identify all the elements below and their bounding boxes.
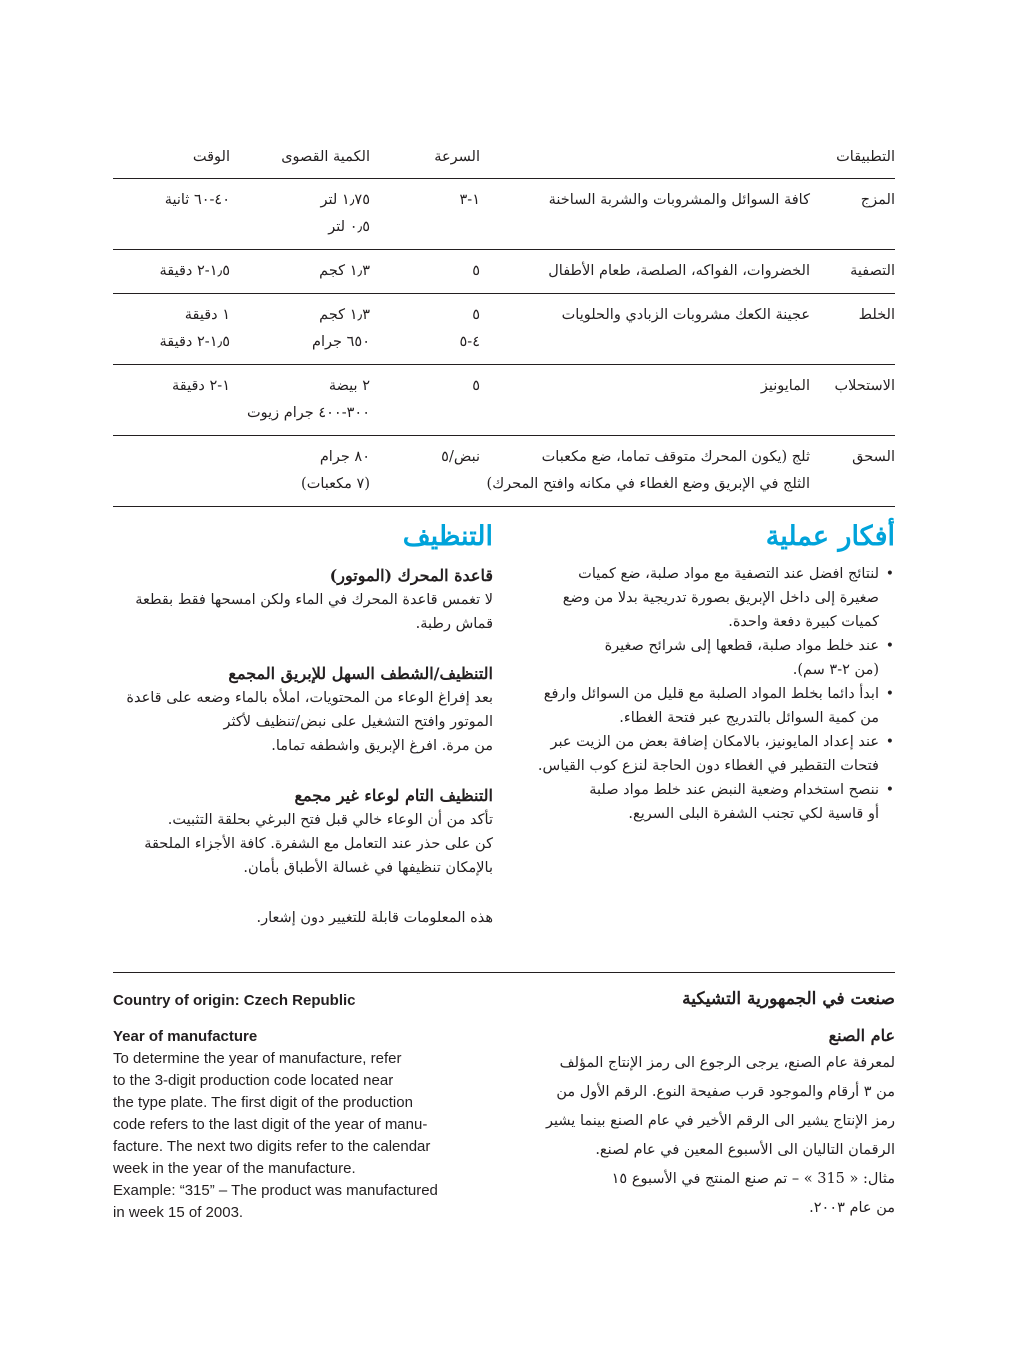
cleaning-text: كن على حذر عند التعامل مع الشفرة. كافة الأجزاء الملحقة [144, 836, 493, 852]
row-time [113, 179, 230, 250]
row-description-line: الخضروات، الفواكه، الصلصة، طعام الأطفال [548, 263, 810, 279]
row-description-line: ثلج (يكون المحرك متوقف تماما، ضع مكعبات [541, 449, 810, 465]
row-quantity-line: ١٫٣ كجم [319, 307, 370, 323]
country-of-origin-ar: صنعت في الجمهورية التشيكية [682, 989, 895, 1009]
header-description [480, 140, 810, 179]
row-description [480, 365, 810, 436]
header-speed: السرعة [370, 140, 480, 179]
header-max-quantity: الكمية القصوى [230, 140, 370, 179]
cleaning-text: لا تغمس قاعدة المحرك في الماء ولكن امسحها فقط بقطعة [135, 592, 493, 608]
row-speed [370, 179, 480, 250]
row-description [480, 250, 810, 294]
row-speed [370, 250, 480, 294]
row-quantity-line: ١٫٧٥ لتر [320, 192, 370, 208]
row-description [480, 294, 810, 365]
cleaning-thorough [113, 784, 493, 880]
usage-table [113, 140, 895, 507]
row-description-line: عجينة الكعك مشروبات الزبادي والحلويات [561, 307, 810, 323]
origin-line-ar: مثال: « 315 » – تم صنع المنتج في الأسبوع ١٥ [611, 1171, 895, 1187]
row-time-line: ٤٠-٦٠ ثانية [164, 192, 230, 208]
cleaning-motor-base [113, 564, 493, 636]
row-quantity-line: (٧ مكعبات) [301, 476, 370, 492]
tip-line: كميات كبيرة دفعة واحدة. [728, 614, 879, 630]
row-quantity [230, 294, 370, 365]
cleaning-subheading: قاعدة المحرك (الموتور) [329, 566, 493, 585]
origin-text [113, 1048, 513, 1224]
row-description-line: المايونيز [760, 378, 810, 394]
table-header-row [113, 140, 895, 179]
cleaning-quick-rinse [113, 662, 493, 758]
tip-line: • ننصح استخدام وضعية النبض عند خلط مواد صلبة [589, 782, 879, 798]
tip-line: • لنتائج افضل عند التصفية مع مواد صلبة، ضع كميات [578, 566, 879, 582]
tip-line: (من ٢-٣ سم). [792, 662, 879, 678]
origin-english [113, 990, 513, 1224]
origin-line-ar: من ٣ أرقام والموجود قرب صفيحة النوع. الرقم الأول من [556, 1084, 895, 1100]
row-speed-line: ٥ [472, 378, 480, 394]
origin-line: week in the year of the manufacture. [113, 1160, 356, 1177]
tip-line: من كمية السوائل بالتدريج عبر فتحة الغطاء. [619, 710, 879, 726]
origin-line: Example: “315” – The product was manufactured [113, 1182, 438, 1199]
cleaning-text: بالإمكان تنظيفها في غسالة الأطباق بأمان. [243, 860, 493, 876]
origin-line-ar: الرقمان التاليان الى الأسبوع المعين في عام لصنع. [595, 1142, 895, 1158]
cleaning-text: الموتور وافتح التشغيل على نبض/تنظيف لأكثر [223, 714, 493, 730]
origin-line: the type plate. The first digit of the production [113, 1094, 413, 1111]
table-row [113, 436, 895, 507]
origin-line: facture. The next two digits refer to the calendar [113, 1138, 431, 1155]
row-time-line: ١٫٥-٢ دقيقة [159, 263, 230, 279]
row-time-line: ١٫٥-٢ دقيقة [159, 334, 230, 350]
table-row [113, 294, 895, 365]
origin-line: To determine the year of manufacture, refer [113, 1050, 402, 1067]
row-quantity [230, 179, 370, 250]
table-row [113, 179, 895, 250]
row-quantity [230, 250, 370, 294]
row-quantity-line: ٦٥٠ جرام [312, 334, 370, 350]
row-name: الخلط [810, 294, 895, 365]
year-of-manufacture-heading: Year of manufacture [113, 1028, 258, 1045]
row-quantity-line: ٢ بيضة [328, 378, 370, 394]
tip-item [530, 562, 879, 634]
tips-title: أفكار عملية [765, 521, 895, 552]
origin-text-ar [535, 1049, 895, 1223]
cleaning-subheading: التنظيف التام لوعاء غير مجمع [294, 786, 493, 805]
row-speed-line: ١-٣ [459, 192, 480, 208]
row-description [480, 179, 810, 250]
row-description-line: كافة السوائل والمشروبات والشربة الساخنة [548, 192, 810, 208]
row-speed [370, 365, 480, 436]
row-speed-line: ٥ [472, 307, 480, 323]
practical-tips-section [530, 520, 895, 826]
tip-line: فتحات التقطير في الغطاء دون الحاجة لنزع كوب القياس. [537, 758, 879, 774]
origin-arabic [535, 985, 895, 1223]
section-divider [113, 972, 895, 973]
row-quantity [230, 365, 370, 436]
row-speed-line: نبض/٥ [441, 449, 480, 465]
row-name: التصفية [810, 250, 895, 294]
origin-line: to the 3-digit production code located near [113, 1072, 394, 1089]
cleaning-section [113, 520, 493, 930]
header-time: الوقت [113, 140, 230, 179]
tip-item [530, 730, 879, 778]
row-quantity-line: ١٫٣ كجم [319, 263, 370, 279]
origin-line: in week 15 of 2003. [113, 1204, 244, 1221]
row-name: الاستحلاب [810, 365, 895, 436]
row-time [113, 436, 230, 507]
row-time-line: ١ دقيقة [184, 307, 230, 323]
tip-line: • ابدأ دائما بخلط المواد الصلبة مع قليل من السوائل وارفع [543, 686, 879, 702]
origin-line-ar: رمز الإنتاج يشير الى الرقم الأخير في عام الصنع بينما يشير [545, 1113, 895, 1129]
cleaning-text: قماش رطبة. [415, 616, 493, 632]
tip-line: صغيرة إلى داخل الإبريق بصورة تدريجية بدلا من وضع [562, 590, 879, 606]
row-quantity [230, 436, 370, 507]
cleaning-text: من مرة. افرغ الإبريق واشطفه تماما. [271, 738, 493, 754]
row-quantity-line: ٠٫٥ لتر [328, 219, 370, 235]
tip-line: • عند إعداد المايونيز، بالامكان إضافة بعض من الزيت عبر [550, 734, 879, 750]
row-speed-line: ٤-٥ [459, 334, 480, 350]
cleaning-subheading: التنظيف/الشطف السهل للإبريق المجمع [228, 664, 493, 683]
tip-item [530, 634, 879, 682]
row-time [113, 294, 230, 365]
tip-line: • عند خلط مواد صلبة، قطعها إلى شرائح صغيرة [604, 638, 879, 654]
origin-line-ar: لمعرفة عام الصنع، يرجى الرجوع الى رمز الإنتاج المؤلف [559, 1055, 895, 1071]
origin-line: code refers to the last digit of the year of manu- [113, 1116, 428, 1133]
row-quantity-line: ٣٠٠-٤٠٠ جرام زيوت [246, 405, 370, 421]
table-row [113, 250, 895, 294]
cleaning-text: بعد إفراغ الوعاء من المحتويات، املأه بالماء وضعه على قاعدة [126, 690, 493, 706]
tip-item [530, 778, 879, 826]
cleaning-text: تأكد من أن الوعاء خالي قبل فتح البرغي بحلقة التثبيت. [167, 812, 493, 828]
change-notice: هذه المعلومات قابلة للتغيير دون إشعار. [256, 910, 493, 926]
row-speed [370, 294, 480, 365]
row-description-line: الثلج في الإبريق وضع الغطاء في مكانه وافتح المحرك) [486, 476, 810, 492]
tip-line: أو قاسية لكي تجنب الشفرة البلى السريع. [628, 806, 879, 822]
origin-line-ar: من عام ٢٠٠٣. [809, 1200, 895, 1216]
row-time-line: ١-٢ دقيقة [172, 378, 230, 394]
tips-list [530, 562, 895, 826]
row-speed-line: ٥ [472, 263, 480, 279]
row-name: المزج [810, 179, 895, 250]
country-of-origin: Country of origin: Czech Republic [113, 992, 356, 1009]
cleaning-title: التنظيف [402, 521, 493, 552]
row-speed [370, 436, 480, 507]
tip-item [530, 682, 879, 730]
row-quantity-line: ٨٠ جرام [319, 449, 370, 465]
row-description [480, 436, 810, 507]
row-name: السحق [810, 436, 895, 507]
row-time [113, 365, 230, 436]
row-time [113, 250, 230, 294]
year-of-manufacture-heading-ar: عام الصنع [828, 1026, 895, 1045]
header-applications: التطبيقات [810, 140, 895, 179]
table-row [113, 365, 895, 436]
